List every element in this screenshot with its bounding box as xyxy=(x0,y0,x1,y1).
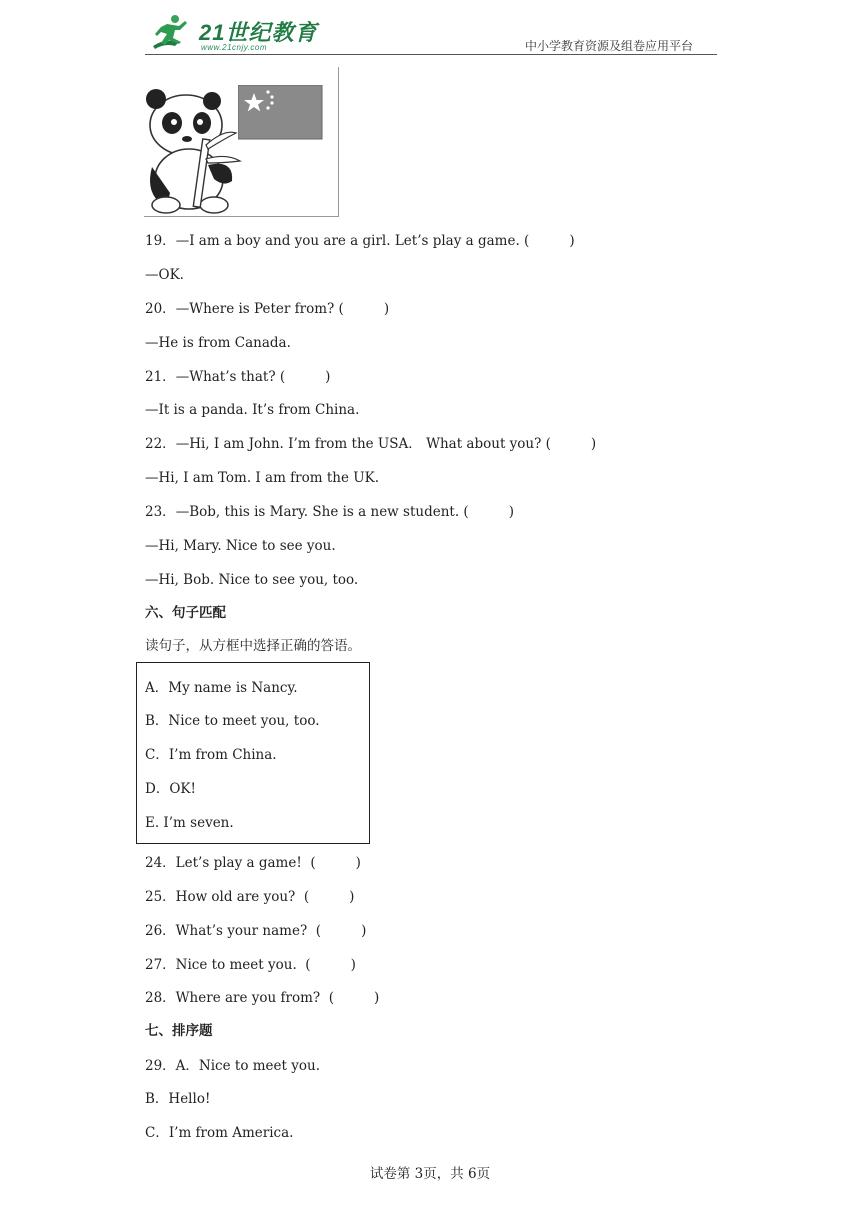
header-rule xyxy=(145,54,717,55)
question-19: 19．—I am a boy and you are a girl. Let’s play a game. ( ) xyxy=(145,233,575,249)
question-29-b: B．Hello! xyxy=(145,1091,211,1107)
question-20: 20．—Where is Peter from? ( ) xyxy=(145,301,390,317)
reply-23: —Hi, Mary. Nice to see you. xyxy=(145,538,336,554)
reply-23-second: —Hi, Bob. Nice to see you, too. xyxy=(145,572,359,588)
reply-20: —He is from Canada. xyxy=(145,335,291,351)
header-platform-text: 中小学教育资源及组卷应用平台 xyxy=(525,39,694,53)
runner-logo-icon xyxy=(145,12,197,52)
question-29-c: C．I’m from America. xyxy=(145,1125,294,1141)
panda-flag-picture xyxy=(144,67,339,217)
china-flag-icon xyxy=(238,85,324,141)
reply-22: —Hi, I am Tom. I am from the UK. xyxy=(145,470,379,486)
panda-icon xyxy=(144,89,244,214)
option-c: C．I’m from China. xyxy=(145,747,277,763)
option-e: E. I’m seven. xyxy=(145,815,234,831)
question-25: 25．How old are you? ( ) xyxy=(145,889,355,905)
question-22: 22．—Hi, I am John. I’m from the USA． What about you? ( ) xyxy=(145,436,597,452)
question-27: 27．Nice to meet you. ( ) xyxy=(145,957,356,973)
header xyxy=(145,10,717,56)
option-a: A．My name is Nancy. xyxy=(145,680,298,696)
question-23: 23．—Bob, this is Mary. She is a new student. ( ) xyxy=(145,504,514,520)
section-6-instruction: 读句子，从方框中选择正确的答语。 xyxy=(145,638,361,654)
question-26: 26．What’s your name? ( ) xyxy=(145,923,367,939)
reply-21: —It is a panda. It’s from China. xyxy=(145,402,360,418)
question-29-a: 29．A．Nice to meet you. xyxy=(145,1058,320,1074)
option-b: B．Nice to meet you, too. xyxy=(145,713,320,729)
question-28: 28．Where are you from? ( ) xyxy=(145,990,380,1006)
section-7-title: 七、排序题 xyxy=(145,1023,213,1039)
question-21: 21．—What’s that? ( ) xyxy=(145,369,331,385)
section-6-title: 六、句子匹配 xyxy=(145,605,226,621)
logo-title: 21世纪教育 xyxy=(199,20,318,45)
logo-url: www.21cnjy.com xyxy=(201,43,267,52)
option-d: D．OK! xyxy=(145,781,196,797)
question-24: 24．Let’s play a game! ( ) xyxy=(145,855,361,871)
page-footer: 试卷第 3页，共 6页 xyxy=(369,1166,491,1182)
reply-19: —OK. xyxy=(145,267,184,283)
